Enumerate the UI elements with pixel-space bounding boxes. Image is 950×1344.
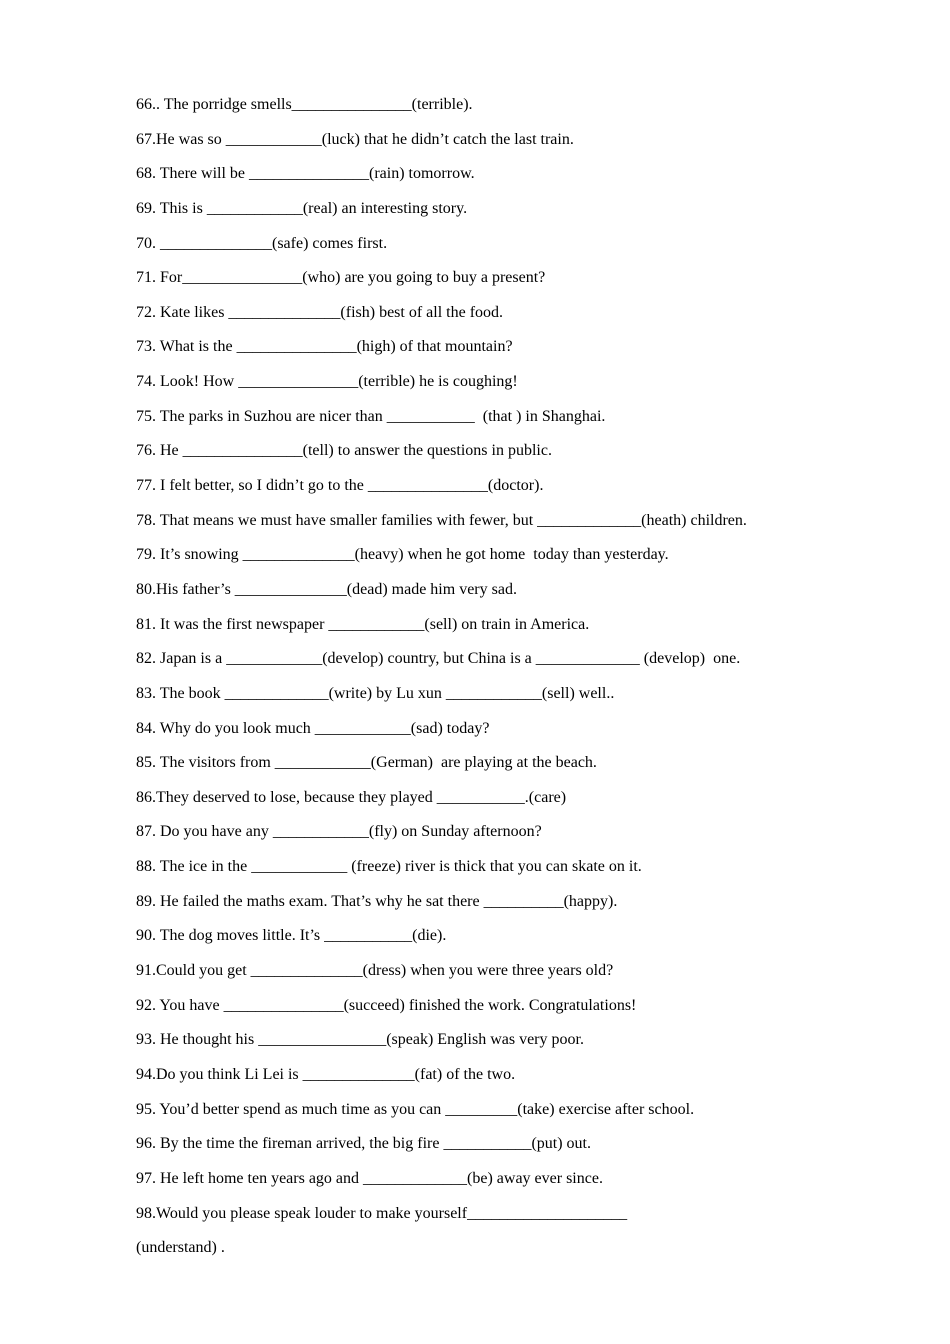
exercise-item-90: 90. The dog moves little. It’s ___________(die). bbox=[136, 927, 447, 945]
exercise-item-78: 78. That means we must have smaller families with fewer, but _____________(heath) children. bbox=[136, 511, 747, 529]
exercise-item-67: 67.He was so ____________(luck) that he didn’t catch the last train. bbox=[136, 130, 574, 148]
exercise-item-98: 98.Would you please speak louder to make yourself____________________ bbox=[136, 1204, 628, 1222]
exercise-item-70: 70. ______________(safe) comes first. bbox=[136, 234, 388, 252]
exercise-item-89: 89. He failed the maths exam. That’s why he sat there __________(happy). bbox=[136, 892, 618, 910]
exercise-item-81: 81. It was the first newspaper ____________(sell) on train in America. bbox=[136, 615, 590, 633]
exercise-item-94: 94.Do you think Li Lei is ______________(fat) of the two. bbox=[136, 1065, 516, 1083]
exercise-item-88: 88. The ice in the ____________ (freeze) river is thick that you can skate on it. bbox=[136, 858, 642, 876]
exercise-item-97: 97. He left home ten years ago and _____________(be) away ever since. bbox=[136, 1169, 603, 1187]
exercise-item-91: 91.Could you get ______________(dress) when you were three years old? bbox=[136, 962, 614, 980]
exercise-item-93: 93. He thought his ________________(speak) English was very poor. bbox=[136, 1031, 584, 1049]
exercise-item-80: 80.His father’s ______________(dead) made him very sad. bbox=[136, 580, 517, 598]
exercise-item-75: 75. The parks in Suzhou are nicer than ___________ (that ) in Shanghai. bbox=[136, 407, 606, 425]
exercise-item-86: 86.They deserved to lose, because they played ___________.(care) bbox=[136, 788, 567, 806]
exercise-list bbox=[136, 93, 826, 1271]
exercise-item-98-continuation: (understand) . bbox=[136, 1239, 225, 1257]
exercise-item-71: 71. For_______________(who) are you going to buy a present? bbox=[136, 269, 546, 287]
exercise-item-72: 72. Kate likes ______________(fish) best of all the food. bbox=[136, 303, 504, 321]
exercise-item-84: 84. Why do you look much ____________(sad) today? bbox=[136, 719, 490, 737]
exercise-item-77: 77. I felt better, so I didn’t go to the _______________(doctor). bbox=[136, 477, 544, 495]
exercise-item-73: 73. What is the _______________(high) of that mountain? bbox=[136, 338, 513, 356]
exercise-item-92: 92. You have _______________(succeed) finished the work. Congratulations! bbox=[136, 996, 637, 1014]
exercise-item-85: 85. The visitors from ____________(German) are playing at the beach. bbox=[136, 754, 597, 772]
exercise-item-79: 79. It’s snowing ______________(heavy) when he got home today than yesterday. bbox=[136, 546, 669, 564]
exercise-item-74: 74. Look! How _______________(terrible) he is coughing! bbox=[136, 373, 518, 391]
exercise-item-83: 83. The book _____________(write) by Lu xun ____________(sell) well.. bbox=[136, 684, 615, 702]
exercise-item-96: 96. By the time the fireman arrived, the big fire ___________(put) out. bbox=[136, 1135, 591, 1153]
exercise-item-68: 68. There will be _______________(rain) tomorrow. bbox=[136, 165, 475, 183]
exercise-item-82: 82. Japan is a ____________(develop) country, but China is a _____________ (develop) one. bbox=[136, 650, 741, 668]
exercise-item-69: 69. This is ____________(real) an interesting story. bbox=[136, 199, 468, 217]
exercise-item-95: 95. You’d better spend as much time as you can _________(take) exercise after school. bbox=[136, 1100, 695, 1118]
exercise-item-76: 76. He _______________(tell) to answer the questions in public. bbox=[136, 442, 552, 460]
exercise-item-66: 66.. The porridge smells_______________(terrible). bbox=[136, 96, 473, 113]
exercise-item-87: 87. Do you have any ____________(fly) on Sunday afternoon? bbox=[136, 823, 542, 841]
